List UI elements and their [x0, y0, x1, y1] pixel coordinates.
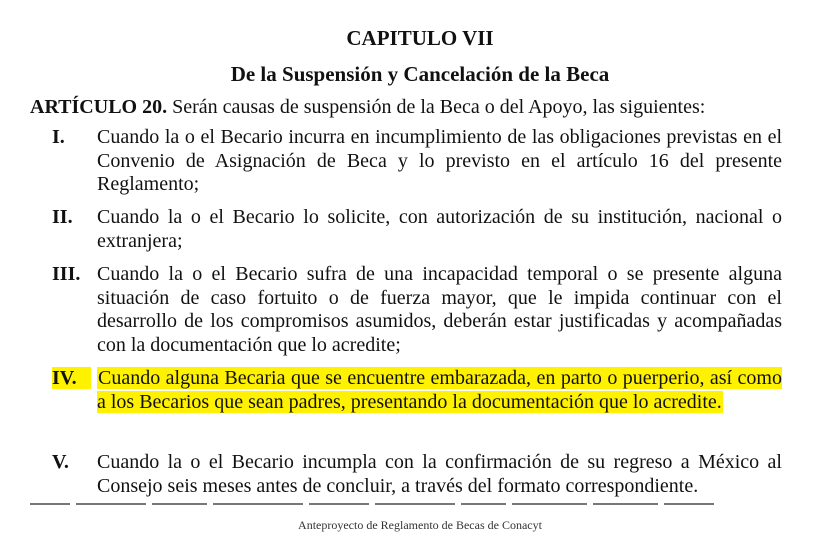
- item-text: Cuando la o el Becario incumpla con la confirmación de su regreso a México al Consejo seis meses antes de concluir, a través del formato correspondiente.: [97, 451, 782, 497]
- article-text: Serán causas de suspensión de la Beca o del Apoyo, las siguientes:: [167, 96, 706, 118]
- cropped-text-line: [30, 503, 790, 506]
- item-numeral: II.: [52, 206, 73, 228]
- item-numeral: [52, 367, 91, 391]
- chapter-heading: CAPITULO VII: [346, 26, 494, 50]
- page-footer: Anteproyecto de Reglamento de Becas de Conacyt: [298, 518, 542, 532]
- item-text: Cuando la o el Becario lo solicite, con autorización de su institución, nacional o extranjera;: [97, 206, 782, 252]
- item-numeral: V.: [52, 451, 69, 473]
- highlighted-text: Cuando alguna Becaria que se encuentre embarazada, en parto o puerperio, así como a los Becarios que sean padres, presentando la documentación que lo acredite.: [97, 367, 782, 413]
- section-title: De la Suspensión y Cancelación de la Beca: [230, 62, 610, 86]
- item-numeral: I.: [52, 126, 65, 148]
- item-text: Cuando la o el Becario incurra en incumplimiento de las obligaciones previstas en el Convenio de Asignación de Beca y lo previsto en el artículo 16 del presente Reglamento;: [97, 126, 782, 195]
- article-paragraph: [30, 94, 820, 120]
- item-numeral: III.: [52, 263, 81, 285]
- item-text: Cuando la o el Becario sufra de una incapacidad temporal o se presente alguna situación de caso fortuito o de fuerza mayor, que le impida continuar con el desarrollo de los compromisos asumidos, deberán estar justificadas y acompañadas con la documentación que lo acredite;: [97, 263, 782, 356]
- item-text: [97, 367, 782, 414]
- article-label: ARTÍCULO 20.: [30, 96, 168, 118]
- highlighted-numeral: IV.: [52, 367, 91, 389]
